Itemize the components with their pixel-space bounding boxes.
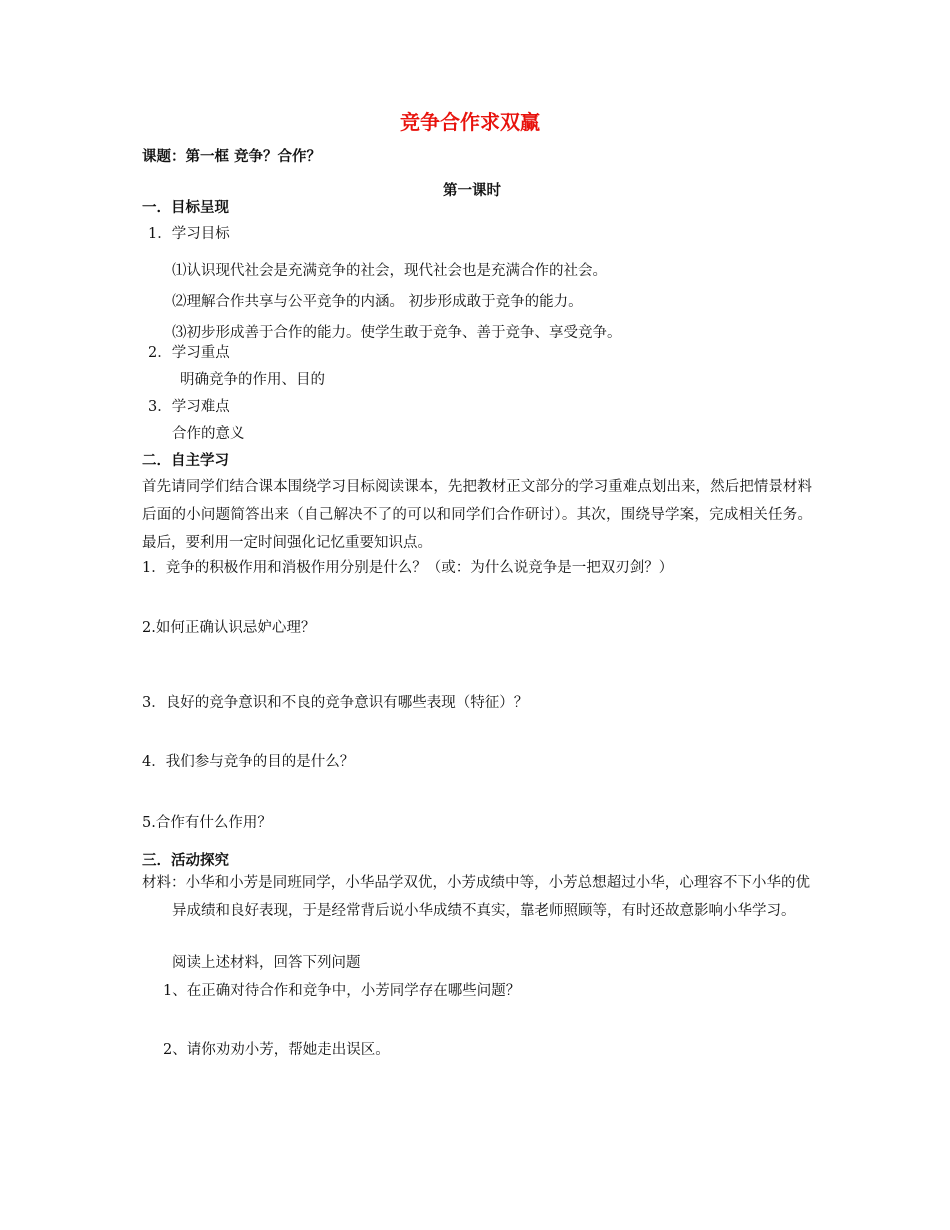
self-study-intro: 首先请同学们结合课本围绕学习目标阅读课本，先把教材正文部分的学习重难点划出来，然后把情景材料后面的小问题简答出来（自己解决不了的可以和同学们合作研讨）。其次，围绕导学案，完成相关任务。最后，要利用一定时间强化记忆重要知识点。 [142,479,812,551]
activity-task: 2、请你劝劝小芳，帮她走出误区。 [163,1042,390,1058]
question-item: 2.如何正确认识忌妒心理？ [142,620,316,636]
activity-task: 1、在正确对待合作和竞争中，小芳同学存在哪些问题？ [163,983,521,999]
goal-item: ⑶初步形成善于合作的能力。使学生敢于竞争、善于竞争、享受竞争。 [172,325,622,341]
key-point-text: 明确竞争的作用、目的 [180,372,325,388]
subheading-learning-goals: 1．学习目标 [148,226,230,242]
topic-line: 课题：第一框 竞争？合作？ [142,149,322,165]
activity-material: 材料：小华和小芳是同班同学，小华品学双优，小芳成绩中等，小芳总想超过小华，心理容不下小华的优异成绩和良好表现，于是经常背后说小华成绩不真实，靠老师照顾等，有时还故意影响小华学习。 [142,875,810,919]
question-item: 4．我们参与竞争的目的是什么？ [142,754,355,770]
document-title: 竞争合作求双赢 [400,110,540,134]
goal-item: ⑵理解合作共享与公平竞争的内涵。 初步形成敢于竞争的能力。 [172,294,583,310]
question-item: 3．良好的竞争意识和不良的竞争意识有哪些表现（特征）？ [142,695,529,711]
goal-item: ⑴认识现代社会是充满竞争的社会，现代社会也是充满合作的社会。 [172,263,607,279]
question-item: 1．竞争的积极作用和消极作用分别是什么？（或：为什么说竞争是一把双刃剑？） [142,560,674,576]
section-heading-goals: 一．目标呈现 [142,200,229,216]
section-heading-activity: 三．活动探究 [142,853,229,869]
activity-prompt: 阅读上述材料，回答下列问题 [172,955,361,971]
lesson-label: 第一课时 [443,183,501,199]
subheading-difficulties: 3．学习难点 [148,399,230,415]
subheading-key-points: 2．学习重点 [148,345,230,361]
difficulty-text: 合作的意义 [172,426,245,442]
question-item: 5.合作有什么作用？ [142,815,272,831]
section-heading-self-study: 二．自主学习 [142,453,229,469]
